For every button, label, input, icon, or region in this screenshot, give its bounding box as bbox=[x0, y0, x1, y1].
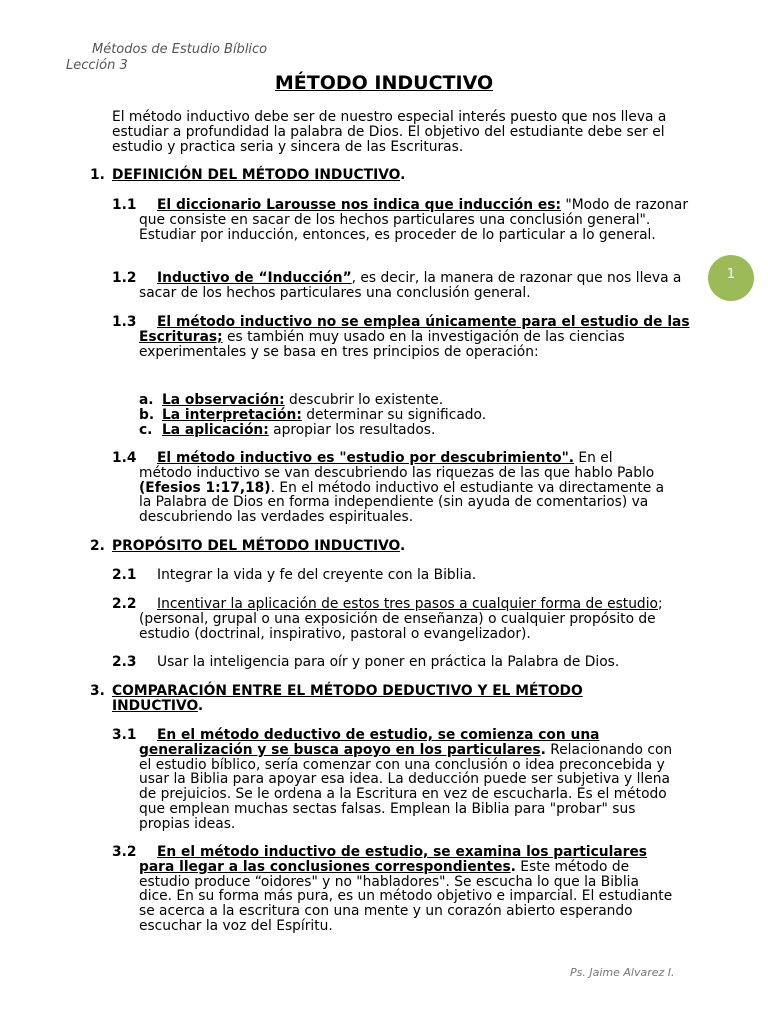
item-1-1-number: 1.1 bbox=[112, 197, 137, 213]
item-2-1-text: Integrar la vida y fe del creyente con la Biblia. bbox=[157, 567, 477, 583]
item-3-1-number: 3.1 bbox=[112, 727, 137, 743]
item-3-2-number: 3.2 bbox=[112, 844, 137, 860]
list-item: b. La interpretación: determinar su significado. bbox=[139, 406, 487, 423]
item-1-2-number: 1.2 bbox=[112, 270, 137, 286]
section-2-heading: PROPÓSITO DEL MÉTODO INDUCTIVO. bbox=[112, 538, 406, 554]
item-3-2-text: En el método inductivo de estudio, se examina los particulares para llegar a las conclusiones correspondientes. Este método de estudio produce “oidores" y no "habladores". Se escucha lo que la Biblia dice. En su forma más pura, es un método objetivo e imparcial. El estudiante se acerca a la escritura con una mente y un corazón abierto esperando escuchar la voz del Espíritu. bbox=[139, 844, 673, 934]
list-item: c. La aplicación: apropiar los resultados. bbox=[139, 421, 436, 438]
intro-paragraph: El método inductivo debe ser de nuestro especial interés puesto que nos lleva a estudiar a profundidad la palabra de Dios. El objetivo del estudiante debe ser el estudio y practica seria y sincera de las Escrituras. bbox=[112, 109, 667, 155]
item-2-2-text: Incentivar la aplicación de estos tres pasos a cualquier forma de estudio; (personal, grupal o una exposición de enseñanza) o cualquier propósito de estudio (doctrinal, inspirativo, pastoral o evangelizador). bbox=[139, 596, 663, 642]
item-1-4-text: El método inductivo es "estudio por descubrimiento". En el método inductivo se van descubriendo las riquezas de las que hablo Pablo (Efesios 1:17,18). En el método inductivo el estudiante va directamente a la Palabra de Dios en forma independiente (sin ayuda de comentarios) va descubriendo las verdades espirituales. bbox=[139, 450, 665, 526]
item-2-1-number: 2.1 bbox=[112, 567, 137, 583]
page-number-badge: 1 bbox=[708, 255, 754, 301]
author-footer: Ps. Jaime Alvarez I. bbox=[570, 966, 675, 979]
lesson-header: Lección 3 bbox=[66, 58, 128, 73]
section-2-number: 2. bbox=[90, 538, 105, 554]
item-2-3-text: Usar la inteligencia para oír y poner en práctica la Palabra de Dios. bbox=[157, 654, 620, 670]
item-1-2-text: Inductivo de “Inducción”, es decir, la manera de razonar que nos lleva a sacar de los hechos particulares una conclusión general. bbox=[139, 270, 682, 301]
page-title: MÉTODO INDUCTIVO bbox=[274, 72, 494, 94]
item-1-4-number: 1.4 bbox=[112, 450, 137, 466]
section-3-number: 3. bbox=[90, 683, 105, 699]
course-header: Métodos de Estudio Bíblico bbox=[92, 42, 268, 57]
section-1-heading: DEFINICIÓN DEL MÉTODO INDUCTIVO. bbox=[112, 167, 406, 183]
list-item: a. La observación: descubrir lo existente. bbox=[139, 392, 444, 408]
item-1-3-text: El método inductivo no se emplea únicamente para el estudio de las Escrituras; es también muy usado en la investigación de las ciencias experimentales y se basa en tres principios de operación: bbox=[139, 314, 690, 360]
item-1-1-text: El diccionario Larousse nos indica que inducción es: "Modo de razonar que consiste en sacar de los hechos particulares una conclusión general". Estudiar por inducción, entonces, es proceder de lo particular a lo general. bbox=[139, 197, 689, 243]
item-3-1-text: En el método deductivo de estudio, se comienza con una generalización y se busca apoyo en los particulares. Relacionando con el estudio bíblico, sería comenzar con una conclusión o idea preconcebida y usar la Biblia para apoyar esa idea. La deducción puede ser subjetiva y llena de prejuicios. Se le ordena a la Escritura en vez de escucharla. Es el método que emplean muchas sectas falsas. Emplean la Biblia para "probar" sus propias ideas. bbox=[139, 727, 673, 832]
item-2-3-number: 2.3 bbox=[112, 654, 137, 670]
section-3-heading: COMPARACIÓN ENTRE EL MÉTODO DEDUCTIVO Y EL MÉTODO INDUCTIVO. bbox=[112, 683, 583, 714]
section-1-number: 1. bbox=[90, 167, 105, 183]
item-1-3-number: 1.3 bbox=[112, 314, 137, 330]
item-2-2-number: 2.2 bbox=[112, 596, 137, 612]
principles-list bbox=[139, 393, 679, 437]
